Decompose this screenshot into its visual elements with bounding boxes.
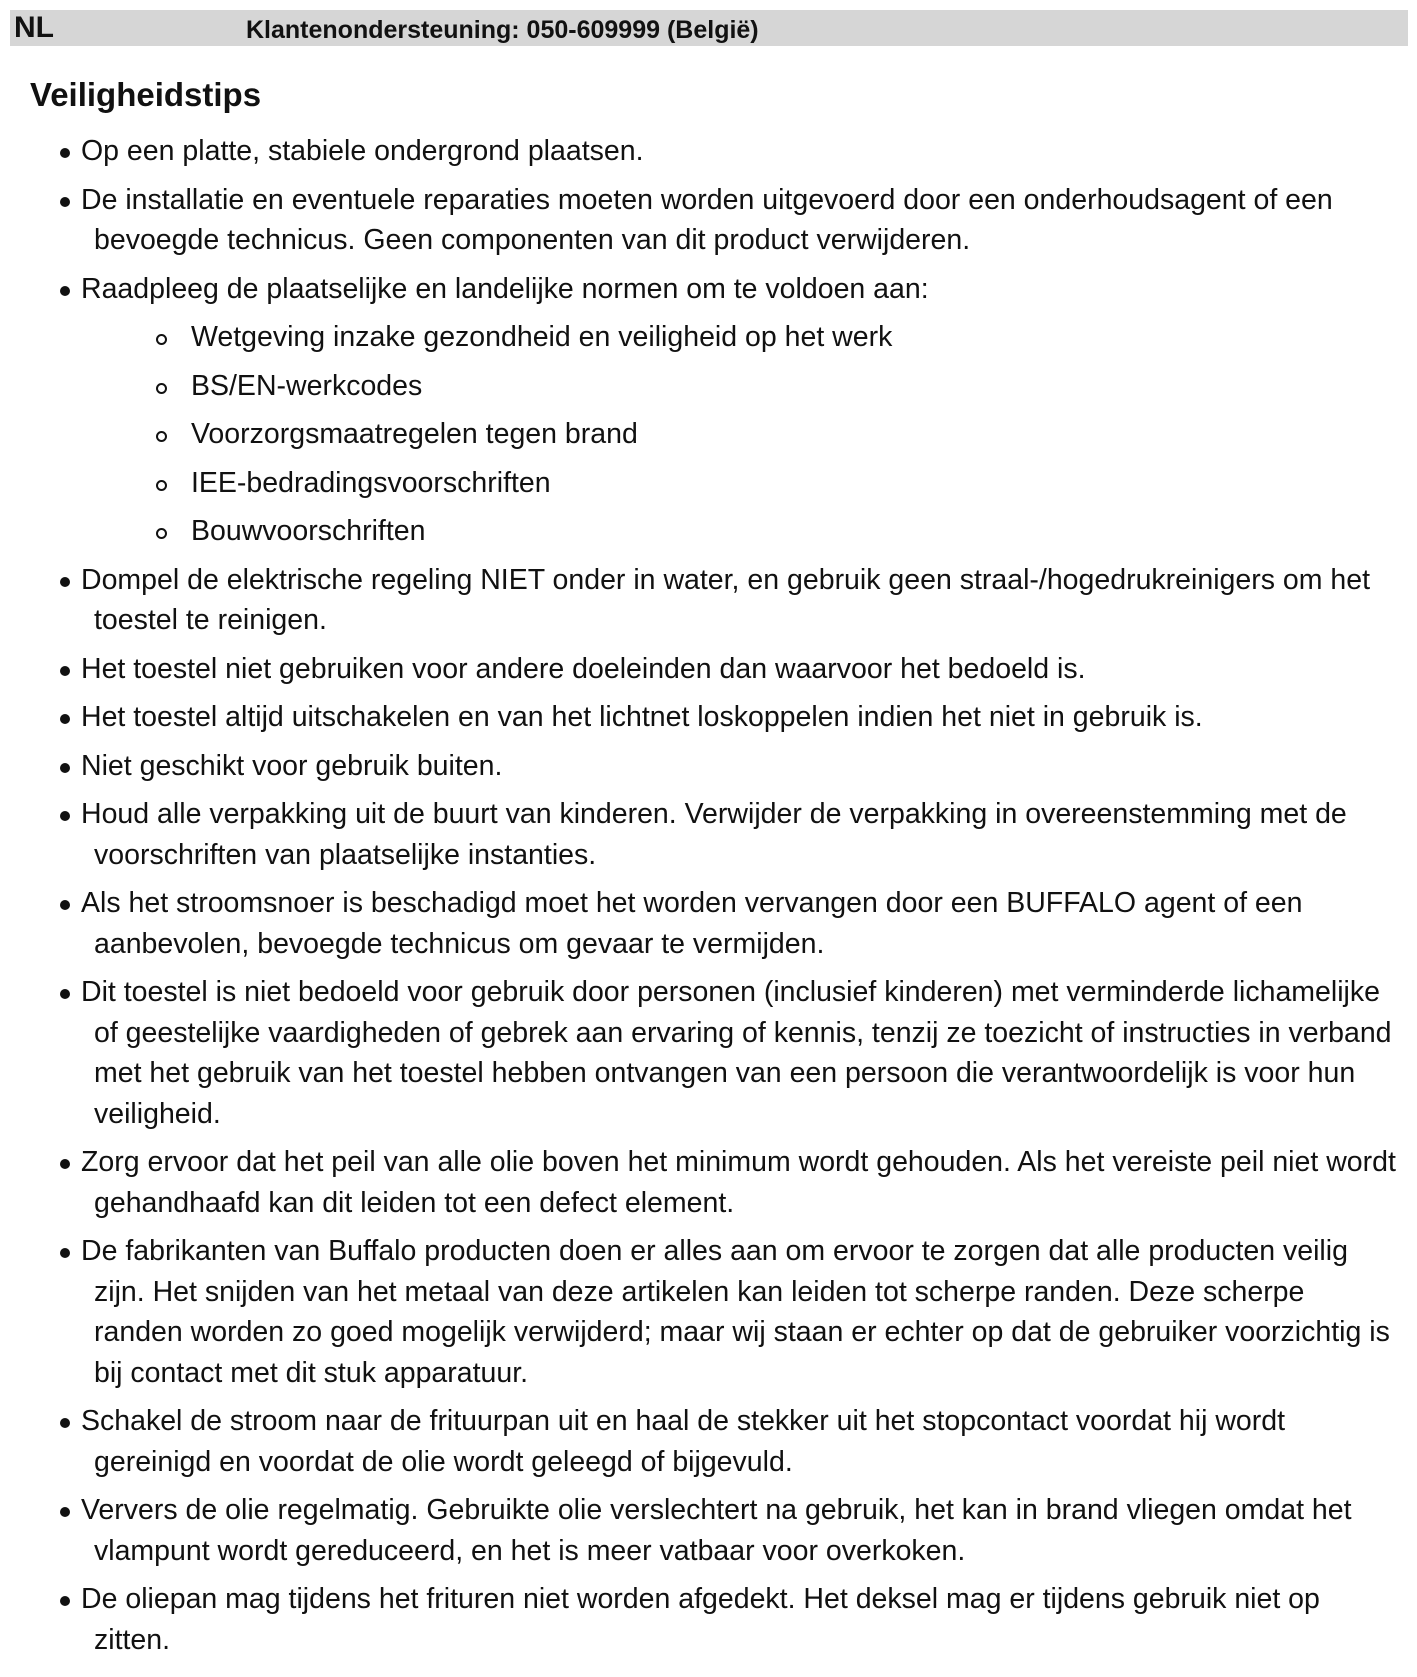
tip-text: Schakel de stroom naar de frituurpan uit en haal de stekker uit het stopcontact voordat hij wordt gereinigd en voordat de olie wordt geleegd of bijgevuld. [81,1405,1286,1478]
bullet-icon [60,197,70,207]
circle-bullet-icon [156,334,167,345]
bullet-icon [60,1248,70,1258]
norm-text: Voorzorgsmaatregelen tegen brand [191,418,638,450]
tip-text: Ververs de olie regelmatig. Gebruikte olie verslechtert na gebruik, het kan in brand vliegen omdat het vlampunt wordt gereduceerd, en het is meer vatbaar voor overkoken. [81,1494,1352,1567]
tip-text: Zorg ervoor dat het peil van alle olie boven het minimum wordt gehouden. Als het vereiste peil niet wordt gehandhaafd kan dit leiden tot een defect element. [81,1146,1396,1219]
tip-item [0,1142,1417,1223]
norm-item [94,414,1397,455]
language-code: NL [14,11,54,44]
tip-item [0,883,1417,964]
tip-text: Op een platte, stabiele ondergrond plaatsen. [81,135,644,167]
tip-item [0,1490,1417,1571]
tip-text: Dit toestel is niet bedoeld voor gebruik door personen (inclusief kinderen) met verminderde lichamelijke of geestelijke vaardigheden of gebrek aan ervaring of kennis, tenzij ze toezicht of instructies in verband met het gebruik van het toestel hebben ontvangen van een persoon die verantwoordelijk is voor hun veiligheid. [81,976,1392,1130]
tip-text: Als het stroomsnoer is beschadigd moet het worden vervangen door een BUFFALO agent of een aanbevolen, bevoegde technicus om gevaar te vermijden. [81,887,1303,960]
tip-text: Dompel de elektrische regeling NIET onder in water, en gebruik geen straal-/hogedrukreinigers om het toestel te reinigen. [81,563,1371,636]
norm-text: IEE-bedradingsvoorschriften [191,466,551,499]
circle-bullet-icon [156,480,167,491]
bullet-icon [60,811,70,821]
circle-bullet-icon [156,528,167,539]
tip-text: Raadpleeg de plaatselijke en landelijke normen om te voldoen aan: [81,272,929,305]
tip-item [0,746,1417,787]
norm-item [94,317,1397,358]
bullet-icon [60,1507,70,1517]
bullet-icon [60,1418,70,1428]
norm-text: BS/EN-werkcodes [191,369,423,402]
header-bar [10,10,1408,46]
tip-item [0,560,1417,641]
tip-text: De installatie en eventuele reparaties moeten worden uitgevoerd door een onderhoudsagent of een bevoegde technicus. Geen componenten van dit product verwijderen. [81,183,1333,256]
bullet-icon [60,1159,70,1169]
bullet-icon [60,148,70,158]
tip-item [0,180,1417,261]
bullet-icon [60,666,70,676]
norm-item [94,463,1397,504]
bullet-icon [60,989,70,999]
norms-list [94,317,1397,552]
bullet-icon [60,286,70,296]
tip-item [0,794,1417,875]
bullet-icon [60,577,70,587]
tip-text: De fabrikanten van Buffalo producten doen er alles aan om ervoor te zorgen dat alle producten veilig zijn. Het snijden van het metaal van deze artikelen kan leiden tot scherpe randen. Deze scherpe randen worden zo goed mogelijk verwijderd; maar wij staan er echter op dat de gebruiker voorzichtig is bij contact met dit stuk apparatuur. [81,1235,1390,1389]
tip-item [0,1231,1417,1393]
norm-item [94,511,1397,552]
page-title: Veiligheidstips [30,76,262,113]
tip-text: Het toestel altijd uitschakelen en van het lichtnet loskoppelen indien het niet in gebruik is. [81,701,1203,733]
safety-tips-list [0,131,1417,1668]
tip-item [0,131,1417,172]
bullet-icon [60,763,70,773]
tip-text: Houd alle verpakking uit de buurt van kinderen. Verwijder de verpakking in overeenstemming met de voorschriften van plaatselijke instanties. [81,798,1347,871]
tip-item [0,649,1417,690]
norm-item [94,366,1397,407]
bullet-icon [60,900,70,910]
tip-item [0,1579,1417,1660]
tip-item [0,1401,1417,1482]
bullet-icon [60,1596,70,1606]
circle-bullet-icon [156,431,167,442]
tip-item [0,697,1417,738]
norm-text: Bouwvoorschriften [191,515,426,547]
tip-text: Niet geschikt voor gebruik buiten. [81,749,503,782]
tip-text: De oliepan mag tijdens het frituren niet worden afgedekt. Het deksel mag er tijdens gebruik niet op zitten. [81,1583,1320,1656]
tip-item [0,972,1417,1134]
bullet-icon [60,714,70,724]
customer-support-line: Klantenondersteuning: 050-609999 (België) [246,16,759,44]
tip-item [0,269,1417,552]
tip-text: Het toestel niet gebruiken voor andere doeleinden dan waarvoor het bedoeld is. [81,652,1086,685]
circle-bullet-icon [156,383,167,394]
norm-text: Wetgeving inzake gezondheid en veiligheid op het werk [191,321,893,353]
